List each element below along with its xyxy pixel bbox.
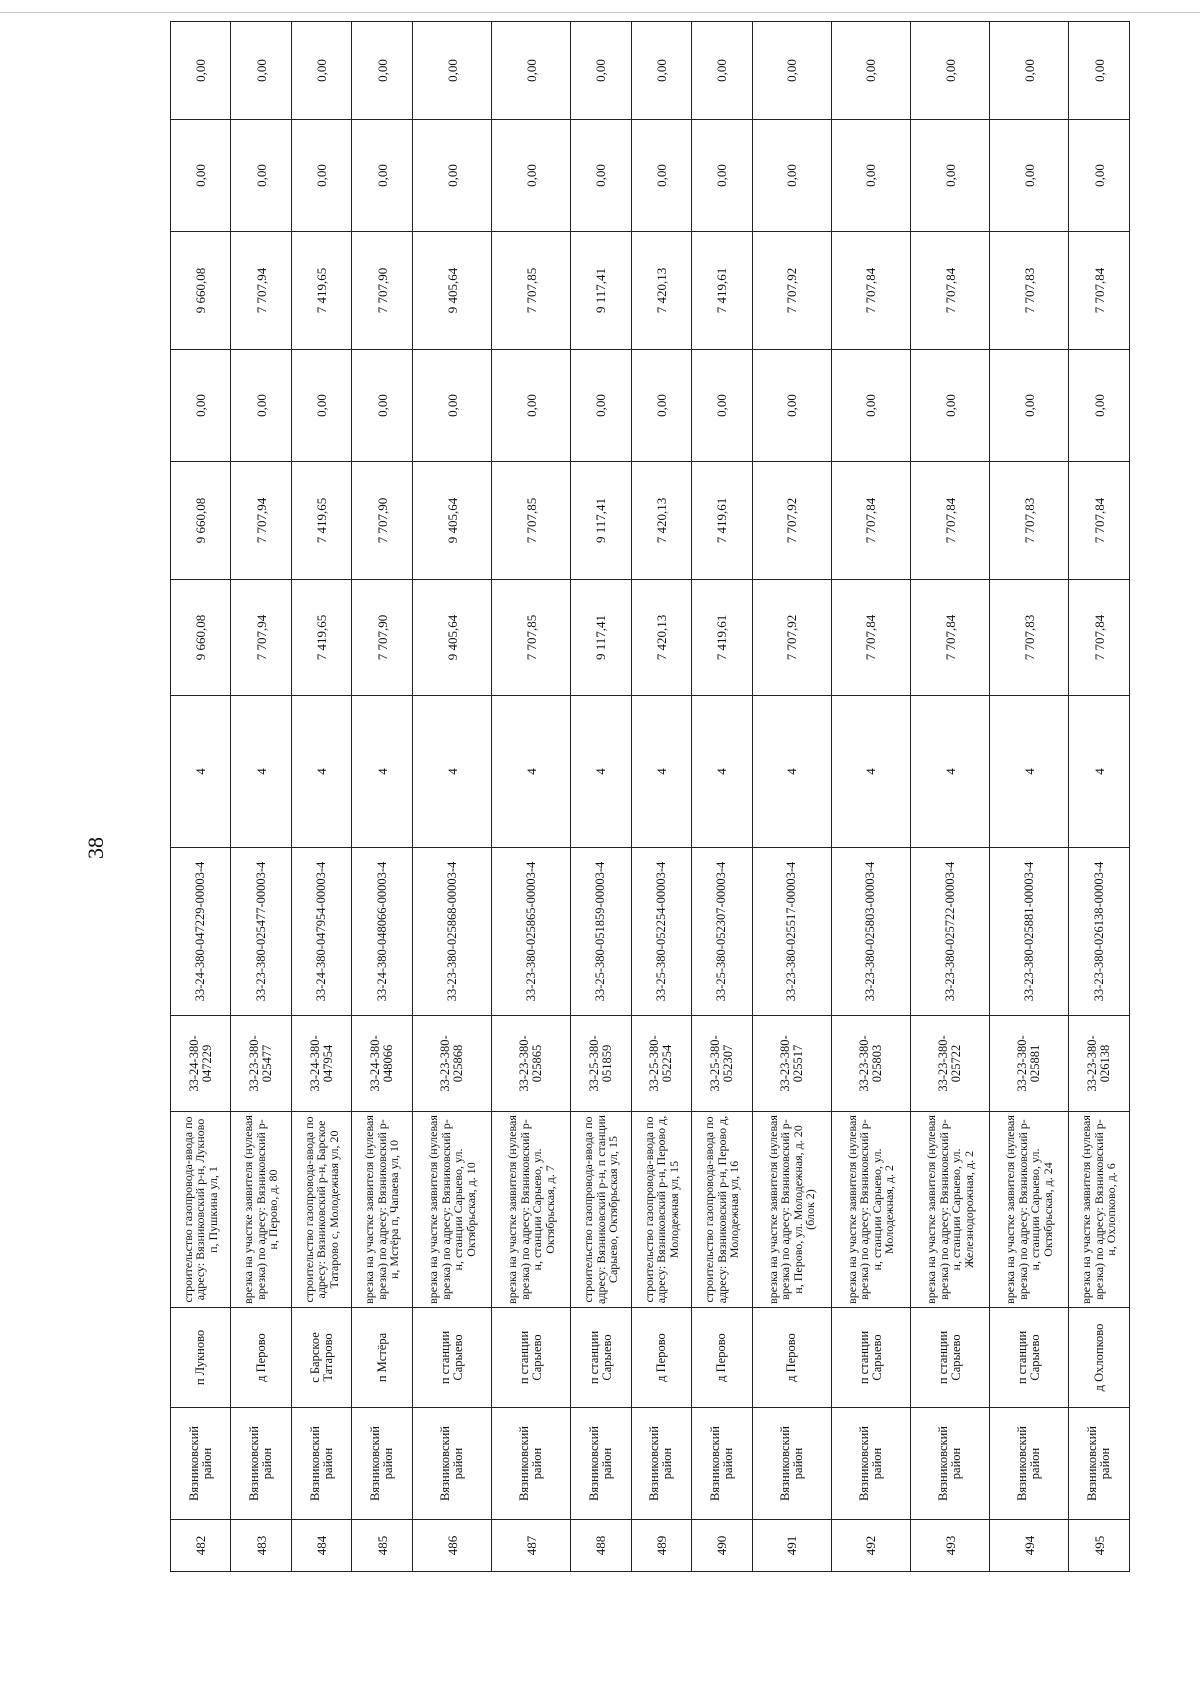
amount-planned-cell: 7 707,84: [1069, 462, 1130, 580]
table-body: [171, 22, 1130, 1572]
amount-zero-c-cell: 0,00: [171, 22, 231, 120]
row-number-cell: 486: [412, 1520, 491, 1572]
table-row: [291, 22, 351, 1572]
amount-zero-b-cell: 0,00: [1069, 120, 1130, 232]
district-cell: Вязниковский район: [911, 1408, 990, 1520]
application-code-cell: 33-25-380-051859-00003-4: [571, 848, 631, 1016]
category-cell: 4: [352, 696, 412, 848]
application-code-cell: 33-25-380-052307-00003-4: [692, 848, 752, 1016]
locality-cell: п станции Сарыево: [911, 1308, 990, 1408]
locality-cell: п станции Сарыево: [571, 1308, 631, 1408]
scan-edge-line: [0, 12, 1200, 13]
description-cell: врезка на участке заявителя (нулевая врезка) по адресу: Вязниковский р-н, станции Сарыево, ул. Октябрьская, д. 10: [412, 1112, 491, 1308]
amount-zero-c-cell: 0,00: [291, 22, 351, 120]
locality-cell: п станции Сарыево: [831, 1308, 910, 1408]
amount-zero-c-cell: 0,00: [571, 22, 631, 120]
locality-cell: п станции Сарыево: [412, 1308, 491, 1408]
category-cell: 4: [571, 696, 631, 848]
locality-cell: д Перово: [231, 1308, 291, 1408]
amount-planned-cell: 9 117,41: [571, 462, 631, 580]
amount-total-cell: 9 405,64: [412, 580, 491, 696]
amount-zero-a-cell: 0,00: [990, 350, 1069, 462]
locality-cell: п Лукново: [171, 1308, 231, 1408]
district-cell: Вязниковский район: [831, 1408, 910, 1520]
amount-actual-cell: 7 707,92: [752, 232, 831, 350]
amount-zero-b-cell: 0,00: [631, 120, 691, 232]
amount-actual-cell: 7 419,65: [291, 232, 351, 350]
amount-actual-cell: 7 420,13: [631, 232, 691, 350]
table-row: [231, 22, 291, 1572]
district-cell: Вязниковский район: [990, 1408, 1069, 1520]
amount-zero-b-cell: 0,00: [171, 120, 231, 232]
amount-zero-c-cell: 0,00: [412, 22, 491, 120]
row-number-cell: 487: [492, 1520, 571, 1572]
amount-zero-a-cell: 0,00: [752, 350, 831, 462]
application-code-cell: 33-23-380-025868-00003-4: [412, 848, 491, 1016]
table-row: [692, 22, 752, 1572]
row-number-cell: 490: [692, 1520, 752, 1572]
amount-zero-c-cell: 0,00: [990, 22, 1069, 120]
application-code-cell: 33-23-380-025517-00003-4: [752, 848, 831, 1016]
amount-zero-c-cell: 0,00: [231, 22, 291, 120]
amount-planned-cell: 7 419,65: [291, 462, 351, 580]
district-cell: Вязниковский район: [231, 1408, 291, 1520]
amount-zero-b-cell: 0,00: [231, 120, 291, 232]
gas-connection-table: [170, 21, 1130, 1572]
amount-total-cell: 7 419,61: [692, 580, 752, 696]
district-cell: Вязниковский район: [171, 1408, 231, 1520]
amount-zero-b-cell: 0,00: [911, 120, 990, 232]
amount-zero-a-cell: 0,00: [571, 350, 631, 462]
amount-zero-b-cell: 0,00: [692, 120, 752, 232]
row-number-cell: 483: [231, 1520, 291, 1572]
amount-actual-cell: 7 707,83: [990, 232, 1069, 350]
description-cell: строительство газопровода-ввода по адресу: Вязниковский р-н, Лукново п, Пушкина ул, 1: [171, 1112, 231, 1308]
amount-planned-cell: 7 707,83: [990, 462, 1069, 580]
amount-zero-c-cell: 0,00: [352, 22, 412, 120]
table-row: [571, 22, 631, 1572]
amount-total-cell: 7 707,83: [990, 580, 1069, 696]
amount-actual-cell: 7 419,61: [692, 232, 752, 350]
locality-cell: д Перово: [692, 1308, 752, 1408]
amount-planned-cell: 7 419,61: [692, 462, 752, 580]
amount-total-cell: 7 707,92: [752, 580, 831, 696]
locality-cell: п станции Сарыево: [492, 1308, 571, 1408]
amount-actual-cell: 7 707,94: [231, 232, 291, 350]
cadastral-number-cell: 33-23-380-025477: [231, 1016, 291, 1112]
category-cell: 4: [831, 696, 910, 848]
locality-cell: д Перово: [631, 1308, 691, 1408]
table-row: [752, 22, 831, 1572]
category-cell: 4: [171, 696, 231, 848]
amount-actual-cell: 9 117,41: [571, 232, 631, 350]
district-cell: Вязниковский район: [1069, 1408, 1130, 1520]
category-cell: 4: [291, 696, 351, 848]
cadastral-number-cell: 33-23-380-025803: [831, 1016, 910, 1112]
amount-zero-c-cell: 0,00: [631, 22, 691, 120]
amount-total-cell: 9 660,08: [171, 580, 231, 696]
amount-zero-c-cell: 0,00: [1069, 22, 1130, 120]
row-number-cell: 491: [752, 1520, 831, 1572]
application-code-cell: 33-23-380-025881-00003-4: [990, 848, 1069, 1016]
description-cell: строительство газопровода-ввода по адресу: Вязниковский р-н, п станции Сарыево, Октябрьская ул, 15: [571, 1112, 631, 1308]
table-row: [1069, 22, 1130, 1572]
description-cell: врезка на участке заявителя (нулевая врезка) по адресу: Вязниковский р-н, станции Сарыево, ул. Октябрьская, д. 7: [492, 1112, 571, 1308]
row-number-cell: 495: [1069, 1520, 1130, 1572]
amount-zero-a-cell: 0,00: [291, 350, 351, 462]
description-cell: врезка на участке заявителя (нулевая врезка) по адресу: Вязниковский р-н, станции Сарыево, ул. Октябрьская, д. 24: [990, 1112, 1069, 1308]
cadastral-number-cell: 33-25-380-051859: [571, 1016, 631, 1112]
amount-zero-a-cell: 0,00: [1069, 350, 1130, 462]
amount-planned-cell: 9 660,08: [171, 462, 231, 580]
amount-zero-b-cell: 0,00: [352, 120, 412, 232]
amount-total-cell: 7 707,85: [492, 580, 571, 696]
amount-actual-cell: 9 405,64: [412, 232, 491, 350]
category-cell: 4: [752, 696, 831, 848]
cadastral-number-cell: 33-24-380-047229: [171, 1016, 231, 1112]
district-cell: Вязниковский район: [692, 1408, 752, 1520]
amount-planned-cell: 7 707,94: [231, 462, 291, 580]
locality-cell: д Охлопково: [1069, 1308, 1130, 1408]
amount-actual-cell: 7 707,85: [492, 232, 571, 350]
amount-planned-cell: 9 405,64: [412, 462, 491, 580]
table-row: [631, 22, 691, 1572]
application-code-cell: 33-23-380-025865-00003-4: [492, 848, 571, 1016]
amount-zero-a-cell: 0,00: [412, 350, 491, 462]
table-row: [831, 22, 910, 1572]
district-cell: Вязниковский район: [291, 1408, 351, 1520]
amount-actual-cell: 7 707,84: [831, 232, 910, 350]
application-code-cell: 33-23-380-026138-00003-4: [1069, 848, 1130, 1016]
cadastral-number-cell: 33-24-380-048066: [352, 1016, 412, 1112]
amount-zero-c-cell: 0,00: [492, 22, 571, 120]
cadastral-number-cell: 33-23-380-025722: [911, 1016, 990, 1112]
amount-planned-cell: 7 707,92: [752, 462, 831, 580]
locality-cell: п Мстёра: [352, 1308, 412, 1408]
amount-zero-c-cell: 0,00: [831, 22, 910, 120]
amount-zero-b-cell: 0,00: [492, 120, 571, 232]
table-container: [170, 59, 1130, 1572]
amount-actual-cell: 7 707,84: [911, 232, 990, 350]
amount-zero-c-cell: 0,00: [692, 22, 752, 120]
table-row: [412, 22, 491, 1572]
amount-zero-a-cell: 0,00: [231, 350, 291, 462]
cadastral-number-cell: 33-25-380-052307: [692, 1016, 752, 1112]
amount-zero-a-cell: 0,00: [692, 350, 752, 462]
district-cell: Вязниковский район: [752, 1408, 831, 1520]
amount-actual-cell: 7 707,84: [1069, 232, 1130, 350]
application-code-cell: 33-23-380-025477-00003-4: [231, 848, 291, 1016]
row-number-cell: 492: [831, 1520, 910, 1572]
table-row: [492, 22, 571, 1572]
amount-actual-cell: 7 707,90: [352, 232, 412, 350]
category-cell: 4: [692, 696, 752, 848]
amount-zero-b-cell: 0,00: [831, 120, 910, 232]
description-cell: врезка на участке заявителя (нулевая врезка) по адресу: Вязниковский р-н, Мстёра п, Чапаева ул, 10: [352, 1112, 412, 1308]
category-cell: 4: [412, 696, 491, 848]
amount-zero-c-cell: 0,00: [911, 22, 990, 120]
amount-zero-b-cell: 0,00: [571, 120, 631, 232]
amount-zero-b-cell: 0,00: [291, 120, 351, 232]
category-cell: 4: [1069, 696, 1130, 848]
description-cell: строительство газопровода-ввода по адресу: Вязниковский р-н, Перово д, Молодежная ул, 15: [631, 1112, 691, 1308]
amount-total-cell: 7 420,13: [631, 580, 691, 696]
amount-actual-cell: 9 660,08: [171, 232, 231, 350]
page-number: 38: [83, 837, 108, 859]
row-number-cell: 488: [571, 1520, 631, 1572]
amount-zero-a-cell: 0,00: [911, 350, 990, 462]
amount-zero-a-cell: 0,00: [492, 350, 571, 462]
description-cell: врезка на участке заявителя (нулевая врезка) по адресу: Вязниковский р-н, Охлопково, д. 6: [1069, 1112, 1130, 1308]
row-number-cell: 494: [990, 1520, 1069, 1572]
table-row: [171, 22, 231, 1572]
amount-zero-c-cell: 0,00: [752, 22, 831, 120]
amount-zero-a-cell: 0,00: [631, 350, 691, 462]
row-number-cell: 489: [631, 1520, 691, 1572]
description-cell: врезка на участке заявителя (нулевая врезка) по адресу: Вязниковский р-н, станции Сарыево, ул. Железнодорожная, д. 2: [911, 1112, 990, 1308]
application-code-cell: 33-23-380-025803-00003-4: [831, 848, 910, 1016]
description-cell: врезка на участке заявителя (нулевая врезка) по адресу: Вязниковский р-н, Перово, ул. Молодежная, д. 20 (блок 2): [752, 1112, 831, 1308]
description-cell: строительство газопровода-ввода по адресу: Вязниковский р-н, Перово д, Молодежная ул, 16: [692, 1112, 752, 1308]
table-row: [911, 22, 990, 1572]
application-code-cell: 33-24-380-047954-00003-4: [291, 848, 351, 1016]
cadastral-number-cell: 33-25-380-052254: [631, 1016, 691, 1112]
locality-cell: п станции Сарыево: [990, 1308, 1069, 1408]
application-code-cell: 33-24-380-048066-00003-4: [352, 848, 412, 1016]
category-cell: 4: [631, 696, 691, 848]
row-number-cell: 482: [171, 1520, 231, 1572]
locality-cell: д Перово: [752, 1308, 831, 1408]
amount-planned-cell: 7 707,90: [352, 462, 412, 580]
amount-planned-cell: 7 707,84: [831, 462, 910, 580]
amount-total-cell: 7 419,65: [291, 580, 351, 696]
category-cell: 4: [231, 696, 291, 848]
amount-total-cell: 9 117,41: [571, 580, 631, 696]
application-code-cell: 33-24-380-047229-00003-4: [171, 848, 231, 1016]
cadastral-number-cell: 33-24-380-047954: [291, 1016, 351, 1112]
application-code-cell: 33-23-380-025722-00003-4: [911, 848, 990, 1016]
amount-planned-cell: 7 420,13: [631, 462, 691, 580]
amount-total-cell: 7 707,84: [831, 580, 910, 696]
category-cell: 4: [911, 696, 990, 848]
category-cell: 4: [492, 696, 571, 848]
table-row: [352, 22, 412, 1572]
amount-zero-a-cell: 0,00: [352, 350, 412, 462]
amount-planned-cell: 7 707,85: [492, 462, 571, 580]
category-cell: 4: [990, 696, 1069, 848]
amount-planned-cell: 7 707,84: [911, 462, 990, 580]
cadastral-number-cell: 33-23-380-026138: [1069, 1016, 1130, 1112]
district-cell: Вязниковский район: [571, 1408, 631, 1520]
description-cell: строительство газопровода-ввода по адресу: Вязниковский р-н, Барское Татарово с, Молодежная ул, 20: [291, 1112, 351, 1308]
amount-zero-b-cell: 0,00: [412, 120, 491, 232]
row-number-cell: 484: [291, 1520, 351, 1572]
row-number-cell: 493: [911, 1520, 990, 1572]
district-cell: Вязниковский район: [352, 1408, 412, 1520]
description-cell: врезка на участке заявителя (нулевая врезка) по адресу: Вязниковский р-н, Перово, д. 80: [231, 1112, 291, 1308]
cadastral-number-cell: 33-23-380-025868: [412, 1016, 491, 1112]
amount-zero-b-cell: 0,00: [990, 120, 1069, 232]
cadastral-number-cell: 33-23-380-025517: [752, 1016, 831, 1112]
amount-total-cell: 7 707,90: [352, 580, 412, 696]
amount-zero-a-cell: 0,00: [831, 350, 910, 462]
table-row: [990, 22, 1069, 1572]
cadastral-number-cell: 33-23-380-025865: [492, 1016, 571, 1112]
application-code-cell: 33-25-380-052254-00003-4: [631, 848, 691, 1016]
amount-total-cell: 7 707,84: [1069, 580, 1130, 696]
cadastral-number-cell: 33-23-380-025881: [990, 1016, 1069, 1112]
row-number-cell: 485: [352, 1520, 412, 1572]
amount-zero-a-cell: 0,00: [171, 350, 231, 462]
amount-zero-b-cell: 0,00: [752, 120, 831, 232]
district-cell: Вязниковский район: [631, 1408, 691, 1520]
amount-total-cell: 7 707,84: [911, 580, 990, 696]
description-cell: врезка на участке заявителя (нулевая врезка) по адресу: Вязниковский р-н, станции Сарыево, ул. Молодежная, д. 2: [831, 1112, 910, 1308]
locality-cell: с Барское Татарово: [291, 1308, 351, 1408]
district-cell: Вязниковский район: [412, 1408, 491, 1520]
district-cell: Вязниковский район: [492, 1408, 571, 1520]
amount-total-cell: 7 707,94: [231, 580, 291, 696]
